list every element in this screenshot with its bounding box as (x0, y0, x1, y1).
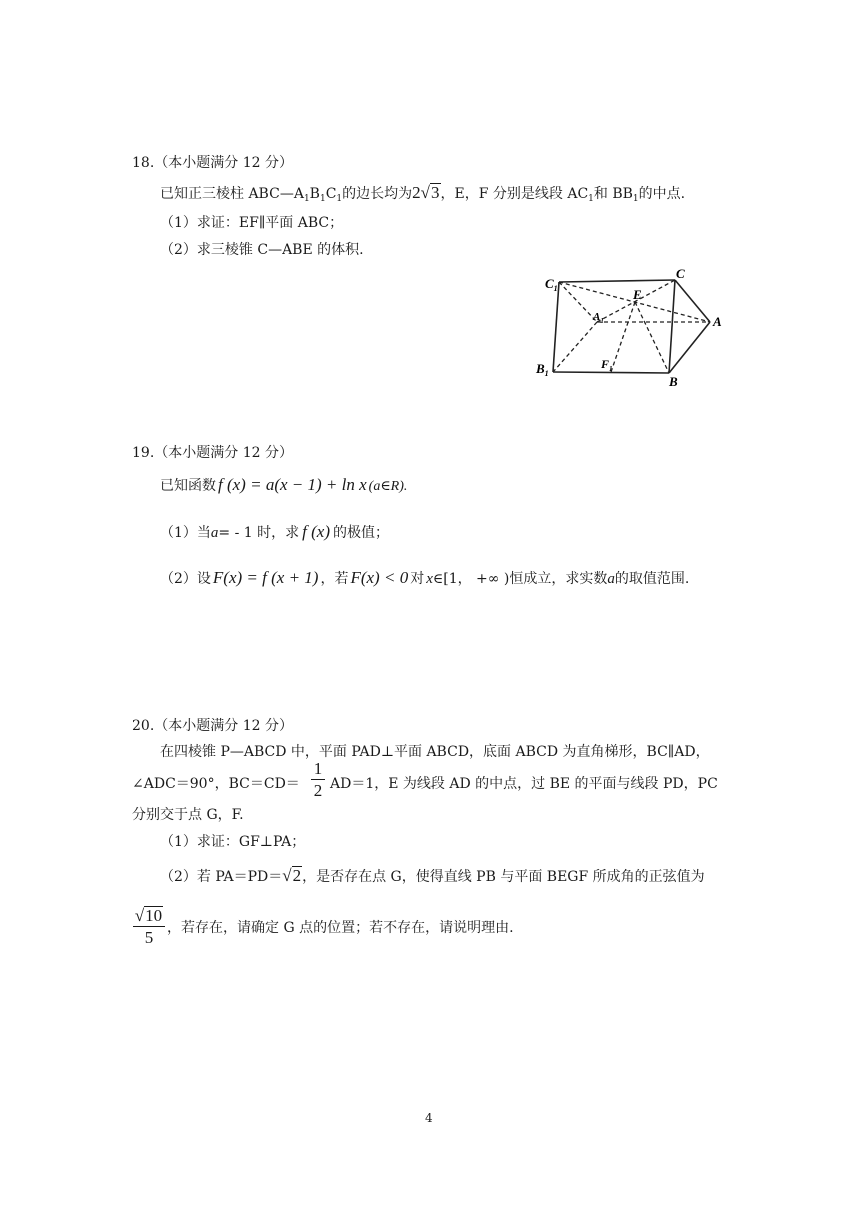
edge-c1-a1 (559, 282, 597, 322)
prism-figure (525, 262, 735, 390)
edge-c1-c (559, 280, 675, 282)
label-c1: $C_1$ (545, 276, 558, 293)
edge-e-f (611, 302, 635, 372)
edge-e-b (635, 302, 669, 373)
q20-sub1: （1）求证：GF⊥PA； (160, 834, 306, 850)
q19-sub2: （2）设 F(x) = f (x + 1) ，若 F(x) < 0 对 x∈[1， +∞ )恒成立，求实数a的取值范围. (160, 568, 690, 587)
label-c: C (676, 266, 685, 281)
q18-title: 18.（本小题满分 12 分） (132, 155, 293, 171)
q19-sub1: （1）当a= - 1 时，求 f (x) 的极值； (160, 522, 389, 541)
q20-sub2-end: ，若存在，请确定 G 点的位置；若不存在，请说明理由. (167, 920, 514, 936)
q20-line2-pre: ∠ADC＝90°，BC＝CD＝ (132, 776, 300, 792)
q18-sub1: （1）求证：EF∥平面 ABC； (160, 215, 344, 231)
edge-c1-b1 (553, 282, 559, 372)
q19-title: 19.（本小题满分 12 分） (132, 445, 293, 461)
edge-a-b (669, 322, 710, 373)
q20-line1: 在四棱锥 P—ABCD 中，平面 PAD⊥平面 ABCD，底面 ABCD 为直角梯形，BC∥AD， (160, 744, 710, 760)
label-e: E (633, 287, 642, 302)
q19-stem: 已知函数 f (x) = a(x − 1) + ln x (a∈R). (160, 475, 408, 494)
page-number: 4 (425, 1111, 433, 1125)
q20-sub2: （2）若 PA＝PD＝√2，是否存在点 G，使得直线 PB 与平面 BEGF 所成角的正弦值为 (160, 866, 705, 885)
q18-side-length: 2√3 (412, 183, 440, 202)
q20-sine-fraction: √10 5 (133, 906, 165, 946)
q20-line3: 分别交于点 G，F. (132, 807, 244, 823)
q20-half-fraction: 1 2 (311, 760, 325, 799)
label-b: B (669, 374, 678, 389)
label-f: $F_1$ (601, 357, 613, 373)
label-b1: $B_1$ (536, 361, 549, 378)
q20-line2-post: AD＝1，E 为线段 AD 的中点，过 BE 的平面与线段 PD，PC (330, 776, 718, 792)
q18-stem: 已知正三棱柱 $ABC—A_1B_1C_1$的边长均为2√3，E，F 分别是线段 $AC_1$和 $BB_1$的中点. (160, 183, 686, 204)
q20-title: 20.（本小题满分 12 分） (132, 718, 293, 734)
label-a: A (713, 314, 722, 329)
q18-sub2: （2）求三棱锥 C—ABE 的体积. (160, 242, 364, 258)
edge-c-b (669, 280, 675, 373)
q19-function: f (x) = a(x − 1) + ln x (218, 475, 367, 494)
label-a1: $A_1$ (593, 311, 604, 325)
edge-a1-b1 (553, 322, 597, 372)
edge-c-a (675, 280, 710, 322)
